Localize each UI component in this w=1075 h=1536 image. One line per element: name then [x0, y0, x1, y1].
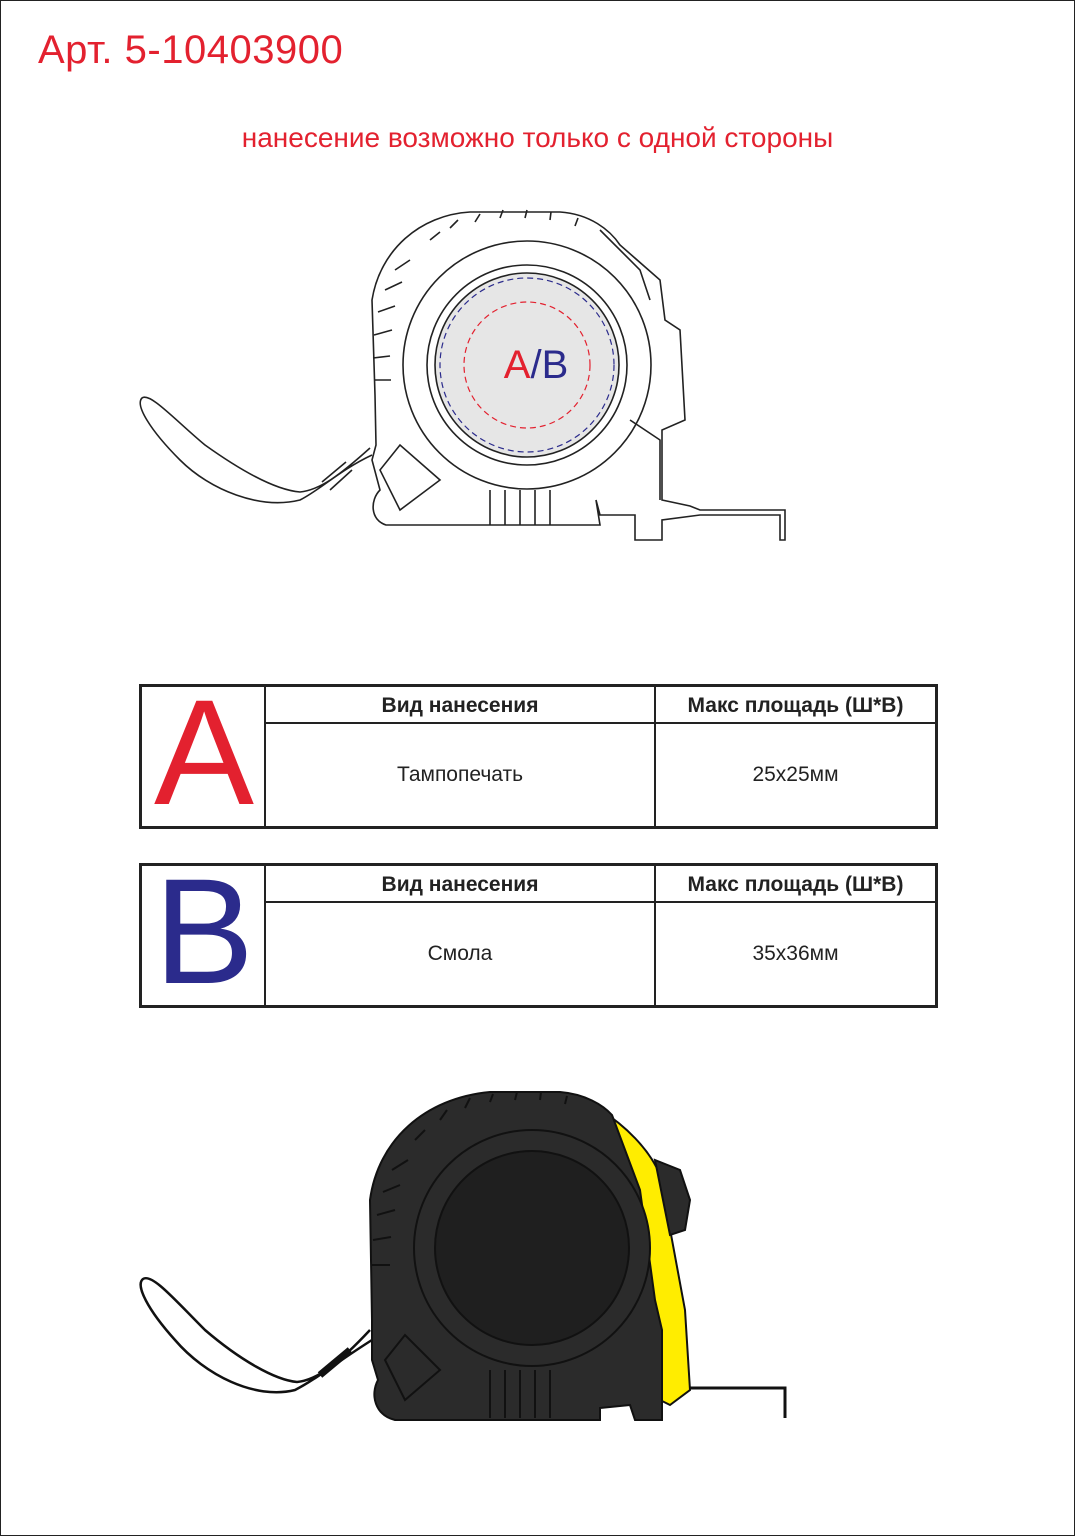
print-table-b — [139, 847, 938, 1015]
label-separator: / — [530, 343, 542, 387]
strap — [141, 1278, 372, 1392]
letter-cell — [142, 847, 266, 1015]
letter-cell — [142, 668, 266, 836]
size-value: 35x36мм — [752, 942, 839, 965]
zone-letter: B — [153, 847, 255, 1015]
face-center — [435, 1151, 629, 1345]
print-note: нанесение возможно только с одной стороны — [241, 122, 834, 153]
label-b: B — [541, 343, 569, 387]
tape-measure-product-image — [130, 1085, 810, 1425]
strap-outline — [140, 397, 372, 502]
method-value: Смола — [266, 903, 656, 1005]
method-header: Вид нанесения — [266, 687, 656, 724]
method-value: Тампопечать — [266, 724, 656, 826]
svg-text:A/B — [504, 343, 569, 387]
size-header: Макс площадь (Ш*В) — [656, 866, 935, 903]
size-value: 25x25мм — [752, 763, 839, 786]
article-number: Арт. 5-10403900 — [38, 28, 344, 72]
tape-blade — [680, 1388, 785, 1418]
print-table-a — [139, 668, 938, 836]
tape-measure-outline-drawing — [130, 195, 810, 555]
strap-clip — [320, 1350, 350, 1375]
label-a: A — [503, 343, 531, 387]
size-header: Макс площадь (Ш*В) — [656, 687, 935, 724]
zone-letter: A — [153, 668, 255, 836]
method-header: Вид нанесения — [266, 866, 656, 903]
